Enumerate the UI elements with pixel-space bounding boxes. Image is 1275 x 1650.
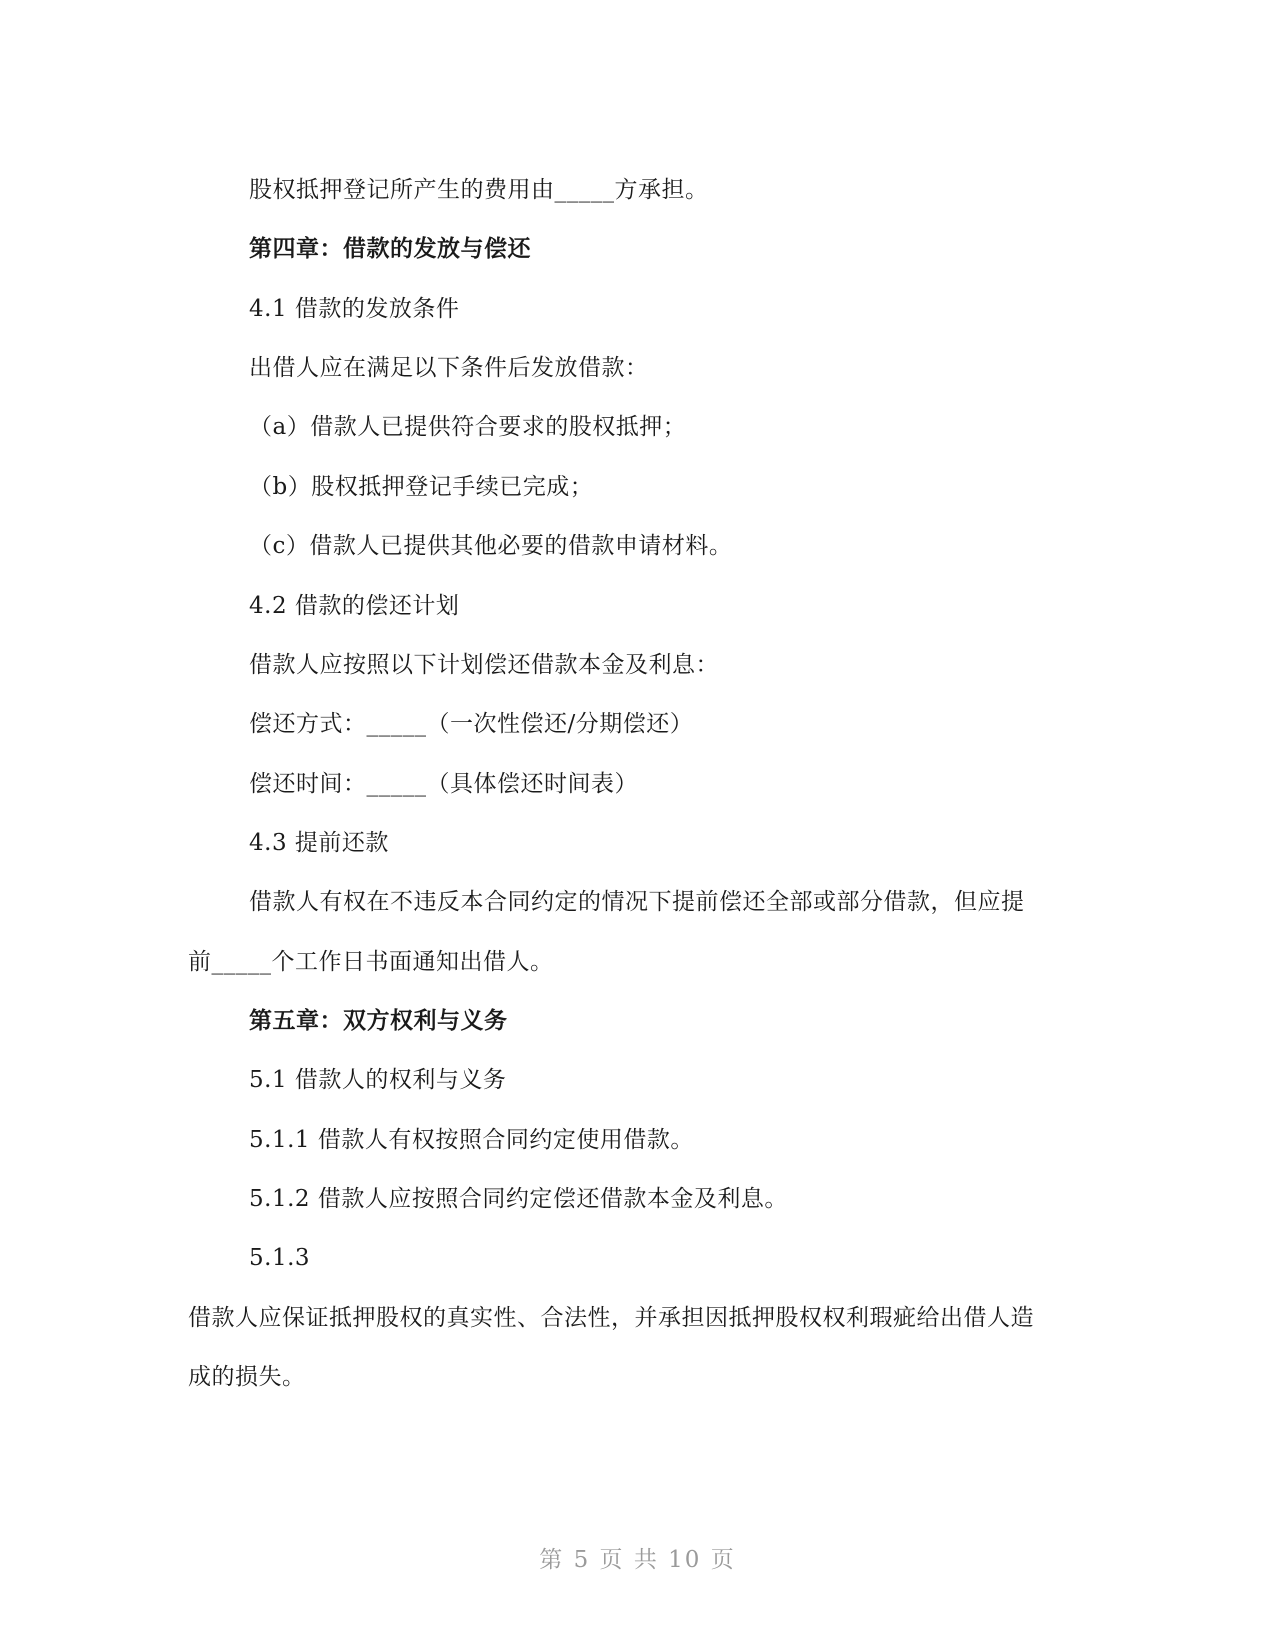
clause-5-1-2: 5.1.2 借款人应按照合同约定偿还借款本金及利息。 bbox=[249, 1186, 788, 1212]
section-4-1-title: 4.1 借款的发放条件 bbox=[249, 296, 460, 322]
clause-5-1-3-line2: 成的损失。 bbox=[188, 1364, 306, 1390]
section-5-1-title: 5.1 借款人的权利与义务 bbox=[249, 1067, 507, 1093]
section-4-3-title: 4.3 提前还款 bbox=[249, 830, 389, 856]
clause-5-1-1: 5.1.1 借款人有权按照合同约定使用借款。 bbox=[249, 1127, 694, 1153]
section-4-2-title: 4.2 借款的偿还计划 bbox=[249, 593, 460, 619]
condition-b: （b）股权抵押登记手续已完成； bbox=[249, 474, 594, 500]
paragraph-prepayment-line1: 借款人有权在不违反本合同约定的情况下提前偿还全部或部分借款，但应提 bbox=[249, 889, 1025, 915]
repayment-time: 偿还时间：_____（具体偿还时间表） bbox=[249, 771, 638, 797]
clause-5-1-3-number: 5.1.3 bbox=[249, 1245, 311, 1271]
paragraph-conditions-intro: 出借人应在满足以下条件后发放借款： bbox=[249, 355, 649, 381]
clause-5-1-3-line1: 借款人应保证抵押股权的真实性、合法性，并承担因抵押股权权利瑕疵给出借人造 bbox=[188, 1305, 1034, 1331]
page-number-footer: 第 5 页 共 10 页 bbox=[539, 1547, 736, 1573]
paragraph-fee: 股权抵押登记所产生的费用由_____方承担。 bbox=[249, 177, 709, 203]
chapter-4-heading: 第四章：借款的发放与偿还 bbox=[249, 235, 531, 262]
paragraph-repayment-intro: 借款人应按照以下计划偿还借款本金及利息： bbox=[249, 652, 719, 678]
condition-a: （a）借款人已提供符合要求的股权抵押； bbox=[249, 414, 687, 440]
repayment-method: 偿还方式：_____（一次性偿还/分期偿还） bbox=[249, 711, 694, 737]
paragraph-prepayment-line2: 前_____个工作日书面通知出借人。 bbox=[188, 949, 554, 975]
chapter-5-heading: 第五章：双方权利与义务 bbox=[249, 1007, 508, 1034]
condition-c: （c）借款人已提供其他必要的借款申请材料。 bbox=[249, 533, 733, 559]
